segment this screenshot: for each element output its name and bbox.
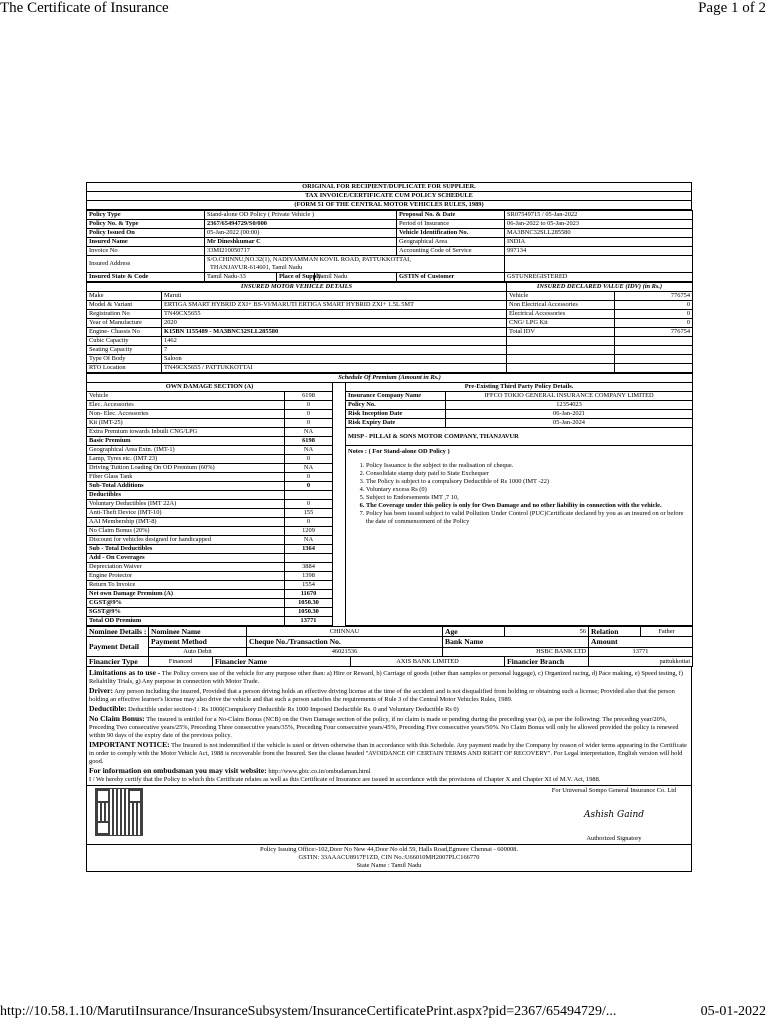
- print-date: 05-01-2022: [700, 1004, 766, 1019]
- deductible-label: Deductible:: [89, 704, 127, 714]
- nominee-payment-table: [86, 626, 693, 667]
- policy-no-value: 2367/65494729/S0/000: [205, 220, 397, 229]
- premium-item-label: Add - On Coverages: [87, 554, 285, 563]
- idv-value: 0: [615, 319, 693, 328]
- idv-value: [615, 364, 693, 373]
- tp-value: 12354023: [446, 401, 693, 410]
- bank-name-label: Bank Name: [443, 637, 589, 647]
- certification-text: I / We hereby certify that the Policy to which this Certificate relates as well as this Certificate of Insurance are issued in accordance with the provisions of Chapter X and Chapter XI of M.V. Act, 1988.: [89, 776, 601, 784]
- tp-value: 05-Jan-2024: [446, 419, 693, 428]
- cheque-label: Cheque No./Transaction No.: [247, 637, 443, 647]
- issued-on-label: Policy Issued On: [87, 229, 205, 238]
- nominee-relation-label: Relation: [589, 627, 641, 637]
- browser-page-title: The Certificate of Insurance: [0, 0, 169, 16]
- proposal-value: SR07549715 / 05-Jan-2022: [505, 211, 693, 220]
- certificate-header: [86, 182, 692, 210]
- address-line-2: THANJAVUR-614601, Tamil Nadu: [210, 264, 303, 271]
- vehicle-field-value: 7: [162, 346, 507, 355]
- premium-item-label: Anti-Theft Device (IMT-10): [87, 509, 285, 518]
- premium-item-value: 0: [285, 455, 333, 464]
- vin-value: MA3BNC32SLL285580: [505, 229, 693, 238]
- place-of-supply-value: Tamil Nadu: [315, 273, 397, 282]
- idv-value: [615, 346, 693, 355]
- note-item: 3. The Policy is subject to a compulsory Deductible of Rs 1000 (IMT -22): [366, 478, 690, 486]
- vehicle-field-label: Type Of Body: [87, 355, 162, 364]
- premium-item-value: 0: [285, 518, 333, 527]
- idv-label: [507, 364, 615, 373]
- idv-value: 0: [615, 301, 693, 310]
- premium-row: [87, 392, 693, 401]
- financier-branch-label: Financier Branch: [505, 656, 589, 666]
- misp-info: MISP - PILLAI & SONS MOTOR COMPANY, THANJAVUR: [346, 428, 693, 446]
- idv-label: [507, 355, 615, 364]
- nominee-age-value: 56: [505, 627, 589, 637]
- vehicle-row: [87, 337, 693, 346]
- limitations-text: The Policy covers use of the vehicle for any purpose other than: a) Hire or Reward, b) Carriage of goods (other than samples or personal luggage), c) Organized racing, d) Pace making, e) Speed testing, f) Reliability Trials, g) Any purpose in connection with Motor Trade.: [89, 670, 684, 686]
- issued-on-value: 05-Jan-2022 (00:00): [205, 229, 397, 238]
- premium-item-label: Return To Invoice: [87, 581, 285, 590]
- note-item: 6. The Coverage under this policy is only for Own Damage and no other liability in connection with the vehicle.: [366, 502, 690, 510]
- driver-text: Any person including the insured, Provided that a person driving holds an effective driving license at the time of the accident and is not disqualified from holding or obtaining such a license; Provided also that the person holding an effective learner's license may also drive the vehicle and that such a person satisfies the requirements of Rule 3 of the Central Motor Vehicles Rules, 1989.: [89, 688, 675, 704]
- policy-type-value: Stand-alone OD Policy ( Private Vehicle ): [205, 211, 397, 220]
- limitations-label: Limitations as to use -: [89, 668, 161, 678]
- vehicle-details-title: INSURED MOTOR VEHICLE DETAILS: [87, 283, 507, 292]
- tp-label: Risk Inception Date: [346, 410, 446, 419]
- premium-item-value: 1050.30: [285, 608, 333, 617]
- od-section-title: OWN DAMAGE SECTION (A): [87, 383, 333, 392]
- premium-item-value: 1554: [285, 581, 333, 590]
- amount-label: Amount: [589, 637, 693, 647]
- driver-clause: [89, 686, 689, 704]
- vehicle-row: [87, 292, 693, 301]
- office-address: Policy Issuing Office:-102,Door No New 44,Door No old 59, Halls Road,Egmore Chennai - 600008.: [260, 846, 518, 854]
- company-name: For Universal Sompo General Insurance Co. Ltd: [551, 787, 677, 795]
- premium-item-value: NA: [285, 464, 333, 473]
- policy-no-label: Policy No. & Type: [87, 220, 205, 229]
- premium-row: [87, 410, 693, 419]
- signature-block: [86, 786, 692, 845]
- signature-image: Ashish Gaind: [583, 809, 645, 820]
- idv-value: 0: [615, 310, 693, 319]
- tp-label: Policy No.: [346, 401, 446, 410]
- nominee-age-label: Age: [443, 627, 505, 637]
- schedule-title: Schedule Of Premium (Amount in Rs.): [87, 374, 693, 383]
- premium-item-value: NA: [285, 536, 333, 545]
- idv-label: Vehicle: [507, 292, 615, 301]
- policy-type-label: Policy Type: [87, 211, 205, 220]
- vehicle-field-label: Seating Capacity: [87, 346, 162, 355]
- idv-title: INSURED DECLARED VALUE (IDV) (in Rs.): [507, 283, 693, 292]
- ncb-text: The insured is entitled for a No-Claim Bonus (NCB) on the Own Damage section of the policy, if no claim is made or pending during the preceding year (s), as per the following: The preceding year/20%, Preceding Two consecutive years/25%, Preceding Three consecutive years/35%, Preceding Four consecutive years/45%, Preceding Five consecutive years/50%. No Claim Bonus will only be allowed provided the policy is renewed within 90 days of the expiry date of the previous policy.: [89, 716, 679, 740]
- premium-item-value: 3884: [285, 563, 333, 572]
- premium-item-label: Depreciation Waiver: [87, 563, 285, 572]
- vehicle-rows: [87, 292, 693, 373]
- vehicle-row: [87, 328, 693, 337]
- amount-value: 13771: [589, 647, 693, 656]
- state-value: Tamil Nadu-33: [205, 273, 277, 282]
- financier-name-label: Financier Name: [213, 656, 351, 666]
- office-state: State Name : Tamil Nadu: [356, 862, 422, 870]
- premium-item-value: 155: [285, 509, 333, 518]
- premium-item-label: Basic Premium: [87, 437, 285, 446]
- address-label: Insured Address: [87, 256, 205, 273]
- nominee-name-value: CHINNAU: [247, 627, 443, 637]
- notes-panel: [346, 446, 693, 626]
- address-value: [205, 256, 505, 273]
- idv-label: Total IDV: [507, 328, 615, 337]
- vehicle-field-value: TN49CX5655: [162, 310, 507, 319]
- premium-item-value: 1209: [285, 527, 333, 536]
- vehicle-row: [87, 310, 693, 319]
- financier-branch-value: pattukkottai: [589, 656, 693, 666]
- premium-row: [87, 446, 693, 455]
- note-item: 5. Subject to Endorsements IMT ,7 10,: [366, 494, 690, 502]
- ombudsman-clause: [89, 766, 689, 776]
- authorized-signatory: Authorized Signatory: [586, 835, 642, 843]
- financier-type-value: Financed: [149, 656, 213, 666]
- ncb-clause: [89, 714, 689, 740]
- premium-item-label: Fiber Glass Tank: [87, 473, 285, 482]
- premium-item-label: Sub-Total Additions: [87, 482, 285, 491]
- period-label: Period of Insurance: [397, 220, 505, 229]
- vehicle-field-label: RTO Location: [87, 364, 162, 373]
- premium-item-value: 11670: [285, 590, 333, 599]
- vehicle-row: [87, 364, 693, 373]
- insurance-certificate: [86, 182, 692, 872]
- premium-item-value: 0: [285, 410, 333, 419]
- premium-item-value: 0: [285, 419, 333, 428]
- vehicle-field-value: Saloon: [162, 355, 507, 364]
- note-item: 1. Policy Issuance is the subject to the realisation of cheque.: [366, 462, 690, 470]
- premium-item-value: NA: [285, 428, 333, 437]
- policy-info-table: [86, 210, 693, 282]
- vehicle-field-value: K15BN 1155489 - MA3BNC32SLL285580: [162, 328, 507, 337]
- proposal-label: Proposal No. & Date: [397, 211, 505, 220]
- ncb-label: No Claim Bonus:: [89, 714, 145, 724]
- important-notice-label: IMPORTANT NOTICE:: [89, 740, 170, 750]
- limitations-clause: [89, 668, 689, 686]
- ombudsman-label: For information on ombudsman you may visit website:: [89, 766, 267, 776]
- place-of-supply-label: Place of Supply: [277, 273, 315, 282]
- premium-item-value: 6198: [285, 392, 333, 401]
- payment-method-value: Auto Debit: [149, 647, 247, 656]
- geo-area-value: INDIA: [505, 238, 693, 247]
- premium-item-label: Kit (IMT-25): [87, 419, 285, 428]
- gstin-label: GSTIN of Customer: [397, 273, 505, 282]
- premium-item-value: 13771: [285, 617, 333, 626]
- nominee-details-label: Nominee Details :: [87, 627, 149, 637]
- terms-section: [86, 667, 692, 786]
- premium-item-label: Net own Damage Premium (A): [87, 590, 285, 599]
- vehicle-field-value: Maruti: [162, 292, 507, 301]
- invoice-label: Invoice No: [87, 247, 205, 256]
- gstin-value: GSTUNREGISTERED: [505, 273, 693, 282]
- vehicle-row: [87, 355, 693, 364]
- premium-item-label: SGST@9%: [87, 608, 285, 617]
- idv-value: [615, 337, 693, 346]
- payment-method-label: Payment Method: [149, 637, 247, 647]
- premium-item-value: NA: [285, 446, 333, 455]
- premium-item-value: 1050.30: [285, 599, 333, 608]
- browser-page-number: Page 1 of 2: [698, 0, 766, 16]
- deductible-text: Deductible under section-I : Rs 1000(Compulsory Deductible Rs 1000 Imposed Deductible Rs. 0 and Voluntary Deductible Rs 0): [128, 706, 459, 714]
- premium-item-value: 0: [285, 500, 333, 509]
- idv-label: CNG/ LPG Kit: [507, 319, 615, 328]
- premium-item-label: Extra Premium towards Inbuilt CNG/LPG: [87, 428, 285, 437]
- premium-item-label: No Claim Bonus (20%): [87, 527, 285, 536]
- vehicle-field-label: Make: [87, 292, 162, 301]
- accounting-code-label: Accounting Code of Service: [397, 247, 505, 256]
- premium-item-value: 0: [285, 482, 333, 491]
- vehicle-row: [87, 301, 693, 310]
- vin-label: Vehicle Identification No.: [397, 229, 505, 238]
- premium-item-label: CGST@9%: [87, 599, 285, 608]
- premium-item-label: Elec. Accessories: [87, 401, 285, 410]
- page-url: http://10.58.1.10/MarutiInsurance/InsuranceSubsystem/InsuranceCertificatePrint.aspx?pid=2367/65494729/...: [0, 1004, 617, 1019]
- premium-item-value: [285, 554, 333, 563]
- tp-label: Risk Expiry Date: [346, 419, 446, 428]
- nominee-name-label: Nominee Name: [149, 627, 247, 637]
- premium-item-value: [285, 491, 333, 500]
- financier-name-value: AXIS BANK LIMITED: [351, 656, 505, 666]
- office-gstin: GSTIN: 33AAACU8917F1ZD, CIN No.:U66010MH2007PLC166770: [298, 854, 480, 862]
- insured-name-label: Insured Name: [87, 238, 205, 247]
- vehicle-field-label: Cubic Capacity: [87, 337, 162, 346]
- payment-detail-label: Payment Detail: [87, 637, 149, 656]
- financier-type-label: Financier Type: [87, 656, 149, 666]
- premium-item-value: 1398: [285, 572, 333, 581]
- cheque-value: 46021536: [247, 647, 443, 656]
- geo-area-label: Geographical Area: [397, 238, 505, 247]
- premium-row: [87, 419, 693, 428]
- important-notice-text: The Insured is not indemnified if the vehicle is used or driven otherwise than in accordance with this Schedule. Any payment made by the Company by reason of wider terms appearing in the Certificate in order to comply with the Motor Vehicle Act, 1988 is recoverable from the Insured. See the clause headed "AVOIDANCE OF CERTAIN TERMS AND RIGHT OF RECOVERY". For Legal interpretation, English version will hold good.: [89, 742, 687, 766]
- note-item: 4. Voluntary excess Rs (0): [366, 486, 690, 494]
- tp-value: 06-Jan-2021: [446, 410, 693, 419]
- premium-item-label: Total OD Premium: [87, 617, 285, 626]
- notes-title: Notes : ( For Stand-alone OD Policy ): [348, 448, 450, 455]
- vehicle-field-label: Year of Manufacture: [87, 319, 162, 328]
- idv-value: 776754: [615, 328, 693, 337]
- tp-value: IFFCO TOKIO GENERAL INSURANCE COMPANY LIMITED: [446, 392, 693, 401]
- tp-section-title: Pre-Existing Third Party Policy Details.: [346, 383, 693, 392]
- period-value: 06-Jan-2022 to 05-Jan-2023: [505, 220, 693, 229]
- vehicle-details-table: [86, 282, 693, 373]
- vehicle-field-value: ERTIGA SMART HYBRID ZXI+ BS-VI/MARUTI ERTIGA SMART HYBRID ZXI+ 1.5L 5MT: [162, 301, 507, 310]
- insured-name-value: Mr Dineshkumar C: [205, 238, 397, 247]
- premium-item-label: AAI Membership (IMT-8): [87, 518, 285, 527]
- premium-schedule: [86, 373, 693, 626]
- note-item: 7. Policy has been issued subject to valid Pollution Under Control (PUC)Certificate declared by you as an insured on or before the date of commencement of the Policy: [366, 510, 690, 526]
- important-notice: [89, 740, 689, 766]
- vehicle-row: [87, 319, 693, 328]
- note-item: 2. Consolidate stamp duty paid to State Exchequer: [366, 470, 690, 478]
- premium-item-value: 0: [285, 473, 333, 482]
- header-line-3: (FORM 51 OF THE CENTRAL MOTOR VEHICLES RULES, 1989): [87, 201, 692, 210]
- accounting-code-value: 997134: [505, 247, 693, 256]
- driver-label: Driver:: [89, 686, 114, 696]
- header-line-1: ORIGINAL FOR RECIPIENT/DUPLICATE FOR SUPPLIER.: [87, 183, 692, 192]
- vehicle-field-value: 2020: [162, 319, 507, 328]
- premium-item-label: Geographical Area Extn. (IMT-1): [87, 446, 285, 455]
- vehicle-row: [87, 346, 693, 355]
- idv-value: [615, 355, 693, 364]
- premium-item-value: 0: [285, 401, 333, 410]
- vehicle-field-label: Engine- Chassis No: [87, 328, 162, 337]
- premium-row: [87, 428, 693, 437]
- premium-item-value: 1364: [285, 545, 333, 554]
- address-line-1: S/O.CHINNU,NO.32(1), NADIYAMMAN KOVIL ROAD, PATTUKKOTTAI,: [207, 256, 411, 263]
- idv-label: Non Electrical Accessories: [507, 301, 615, 310]
- premium-item-label: Driving Tuition Loading On OD Premium (60%): [87, 464, 285, 473]
- header-line-2: TAX INVOICE/CERTIFICATE CUM POLICY SCHEDULE: [87, 192, 692, 201]
- premium-item-label: Discount for vehicles designed for handicapped: [87, 536, 285, 545]
- vehicle-field-value: 1462: [162, 337, 507, 346]
- vehicle-field-label: Model & Variant: [87, 301, 162, 310]
- qr-code: [95, 788, 143, 836]
- idv-label: [507, 337, 615, 346]
- notes-list: [366, 462, 690, 526]
- premium-item-value: 6198: [285, 437, 333, 446]
- premium-item-label: Deductibles: [87, 491, 285, 500]
- premium-item-label: Voluntary Deductibles (IMT 22A): [87, 500, 285, 509]
- idv-label: Electrical Accessories: [507, 310, 615, 319]
- signatory: [539, 787, 689, 843]
- idv-value: 776754: [615, 292, 693, 301]
- premium-item-label: Vehicle: [87, 392, 285, 401]
- ombudsman-link[interactable]: http://www.gbic.co.in/ombudaman.html: [268, 768, 371, 776]
- tp-label: Insurance Company Name: [346, 392, 446, 401]
- vehicle-field-value: TN49CX5655 / PATTUKKOTTAI: [162, 364, 507, 373]
- vehicle-field-label: Registration No: [87, 310, 162, 319]
- premium-item-label: Non- Elec. Accessories: [87, 410, 285, 419]
- deductible-clause: [89, 704, 689, 714]
- premium-row: [87, 401, 693, 410]
- bank-name-value: HSBC BANK LTD: [443, 647, 589, 656]
- invoice-value: 33MI210050717: [205, 247, 397, 256]
- state-label: Insured State & Code: [87, 273, 205, 282]
- premium-rows: [87, 392, 693, 626]
- issuing-office: [86, 845, 692, 872]
- nominee-relation-value: Father: [641, 627, 693, 637]
- premium-item-label: Sub - Total Deductibles: [87, 545, 285, 554]
- idv-label: [507, 346, 615, 355]
- premium-item-label: Engine Protector: [87, 572, 285, 581]
- premium-item-label: Lamp, Tyres etc. (IMT 23): [87, 455, 285, 464]
